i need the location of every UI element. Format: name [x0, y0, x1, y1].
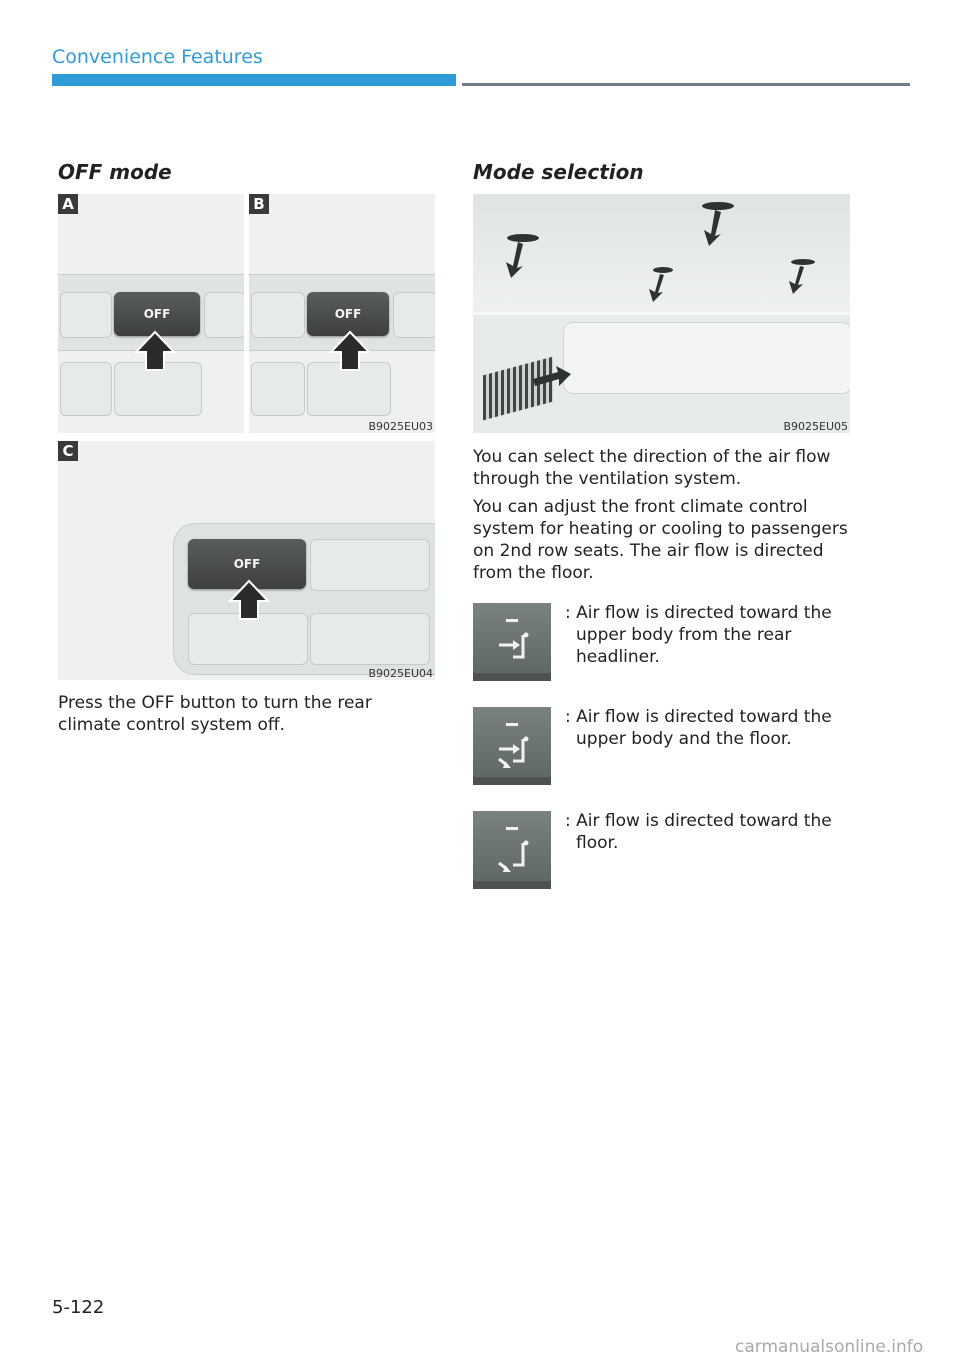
mode-description-1: : Air flow is directed toward the upper body from the rear headliner. [565, 603, 832, 667]
panel-button [60, 362, 112, 416]
panel-button [204, 292, 244, 338]
icon-base [473, 881, 551, 889]
airflow-upper-body-icon [473, 603, 551, 681]
mode-selection-heading: Mode selection [473, 160, 644, 184]
icon-base [473, 777, 551, 785]
vehicle-interior-figure [473, 194, 850, 433]
panel-button [251, 362, 305, 416]
off-button: OFF [307, 292, 389, 336]
off-mode-heading: OFF mode [58, 160, 172, 184]
mode-description-3: : Air flow is directed toward the floor. [565, 811, 832, 853]
panel-button [393, 292, 435, 338]
mode-selection-para-1: You can select the direction of the air flow through the ventilation system. [473, 447, 831, 489]
panel-button [60, 292, 112, 338]
figure-code: B9025EU04 [368, 667, 433, 680]
up-arrow-icon [228, 579, 270, 621]
seat-figure-icon [493, 839, 533, 875]
airflow-upper-body-floor-icon [473, 707, 551, 785]
figure-code: B9025EU03 [368, 420, 433, 433]
figure-b [249, 194, 435, 433]
icon-dash [506, 723, 518, 726]
up-arrow-icon [134, 330, 176, 372]
watermark: carmanualsonline.info [735, 1337, 924, 1357]
header-accent-bar [52, 74, 456, 86]
panel-button [310, 613, 430, 665]
figure-a [58, 194, 244, 433]
icon-dash [506, 827, 518, 830]
header-rule [462, 83, 910, 86]
off-mode-description: Press the OFF button to turn the rear climate control system off. [58, 693, 372, 735]
page-number: 5-122 [52, 1297, 105, 1318]
figure-label-a: A [58, 194, 78, 214]
icon-base [473, 673, 551, 681]
figure-label-c: C [58, 441, 78, 461]
up-arrow-icon [329, 330, 371, 372]
figure-label-b: B [249, 194, 269, 214]
mode-description-2: : Air flow is directed toward the upper body and the floor. [565, 707, 832, 749]
figure-c [58, 441, 435, 680]
section-title: Convenience Features [52, 46, 263, 68]
off-button: OFF [114, 292, 200, 336]
seat-figure-icon [493, 735, 533, 771]
off-button: OFF [188, 539, 306, 589]
panel-button [251, 292, 305, 338]
figure-code: B9025EU05 [783, 420, 848, 433]
icon-dash [506, 619, 518, 622]
seat-figure-icon [493, 631, 533, 667]
panel-button [310, 539, 430, 591]
mode-selection-para-2: You can adjust the front climate control system for heating or cooling to passengers on 2nd row seats. The air flow is directed from the floor. [473, 497, 848, 583]
airflow-floor-icon [473, 811, 551, 889]
airflow-arrows-icon [473, 194, 850, 433]
